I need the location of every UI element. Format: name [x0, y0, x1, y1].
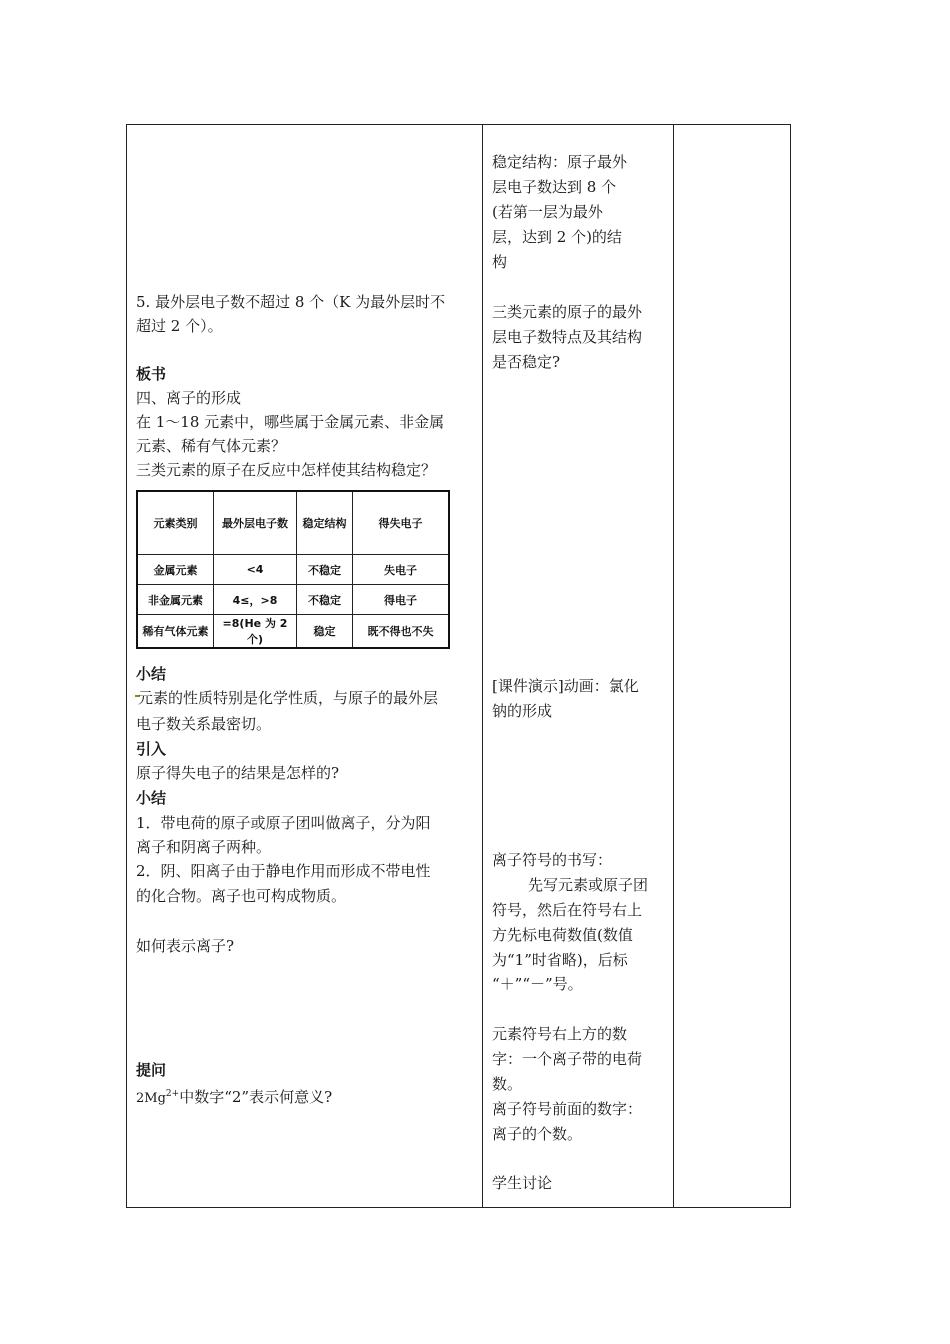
table-cell: 金属元素	[137, 555, 214, 585]
summary-2-line3: 2．阴、阳离子由于静电作用而形成不带电性	[136, 862, 431, 880]
table-cell: <4	[214, 555, 297, 585]
ion-writing-line2: 符号，然后在符号右上	[492, 901, 643, 919]
section-4-title: 四、离子的形成	[136, 389, 242, 407]
heading-xiaojie-1: 小结	[136, 665, 167, 683]
ion-writing-title: 离子符号的书写：	[492, 851, 613, 869]
table-header: 元素类别	[137, 491, 214, 555]
ion-writing-line4: 为“1”时省略)，后标	[492, 951, 628, 969]
heading-banshu: 板书	[136, 365, 167, 383]
tiwen-question-text: 中数字“2”表示何意义?	[179, 1088, 333, 1106]
stable-line2: 层电子数达到 8 个	[492, 178, 617, 196]
table-cell: 不稳定	[297, 585, 353, 615]
stable-line1: 稳定结构：原子最外	[492, 153, 628, 171]
table-cell: 失电子	[353, 555, 450, 585]
summary-1-line1: 元素的性质特别是化学性质，与原子的最外层	[138, 689, 439, 707]
superscript-number-line2: 字：一个离子带的电荷	[492, 1050, 643, 1068]
front-number-line1: 离子符号前面的数字：	[492, 1100, 643, 1118]
stable-line5: 构	[492, 253, 508, 271]
table-cell: 得电子	[353, 585, 450, 615]
student-discussion: 学生讨论	[492, 1174, 553, 1192]
charge-superscript: 2+	[165, 1089, 180, 1099]
table-cell: 稀有气体元素	[137, 615, 214, 649]
summary-2-line1: 1．带电荷的原子或原子团叫做离子，分为阳	[136, 814, 431, 832]
how-represent-ions: 如何表示离子?	[136, 937, 235, 955]
table-row	[137, 615, 449, 649]
table-cell: 稳定	[297, 615, 353, 649]
question-1-line2: 元素、稀有气体元素？	[136, 437, 287, 455]
question-1-line1: 在 1～18 元素中，哪些属于金属元素、非金属	[136, 413, 445, 431]
three-types-line3: 是否稳定?	[492, 353, 561, 371]
item-5: 5. 最外层电子数不超过 8 个（K 为最外层时不	[136, 293, 446, 311]
question-2: 三类元素的原子在反应中怎样使其结构稳定？	[136, 461, 437, 479]
summary-2-line4: 的化合物。离子也可构成物质。	[136, 887, 347, 905]
formula-mg: 2Mg	[136, 1091, 166, 1106]
demo-line1: [课件演示]动画：氯化	[492, 677, 639, 695]
heading-xiaojie-2: 小结	[136, 789, 167, 807]
table-cell: 4≤，>8	[214, 585, 297, 615]
stable-line4: 层，达到 2 个)的结	[492, 228, 622, 246]
summary-1-line2: 电子数关系最密切。	[136, 715, 272, 733]
table-header: 得失电子	[353, 491, 450, 555]
table-row	[137, 555, 449, 585]
heading-yinru: 引入	[136, 740, 167, 758]
table-row	[137, 585, 449, 615]
three-types-line1: 三类元素的原子的最外	[492, 303, 643, 321]
summary-2-line2: 离子和阴离子两种。	[136, 838, 272, 856]
element-type-table	[136, 490, 450, 649]
table-header: 最外层电子数	[214, 491, 297, 555]
item-5-cont: 超过 2 个）。	[136, 317, 223, 335]
superscript-number-line1: 元素符号右上方的数	[492, 1025, 628, 1043]
front-number-line2: 离子的个数。	[492, 1125, 583, 1143]
table-header: 稳定结构	[297, 491, 353, 555]
demo-line2: 钠的形成	[492, 702, 553, 720]
table-cell: 非金属元素	[137, 585, 214, 615]
column-divider-2	[673, 124, 674, 1208]
lesson-table	[126, 124, 791, 1208]
heading-tiwen: 提问	[136, 1061, 167, 1079]
ion-writing-line5: “＋”“－”号。	[492, 975, 583, 993]
stable-line3: (若第一层为最外	[492, 203, 603, 221]
yinru-question: 原子得失电子的结果是怎样的?	[136, 764, 340, 782]
three-types-line2: 层电子数特点及其结构	[492, 328, 643, 346]
ion-writing-line3: 方先标电荷数值(数值	[492, 926, 633, 944]
column-divider-1	[482, 124, 483, 1208]
table-cell: 既不得也不失	[353, 615, 450, 649]
ion-writing-line1: 先写元素或原子团	[528, 876, 649, 894]
table-cell: =8(He 为 2 个)	[214, 615, 297, 649]
tiwen-question	[136, 1082, 332, 1111]
superscript-number-line3: 数。	[492, 1075, 523, 1093]
table-cell: 不稳定	[297, 555, 353, 585]
